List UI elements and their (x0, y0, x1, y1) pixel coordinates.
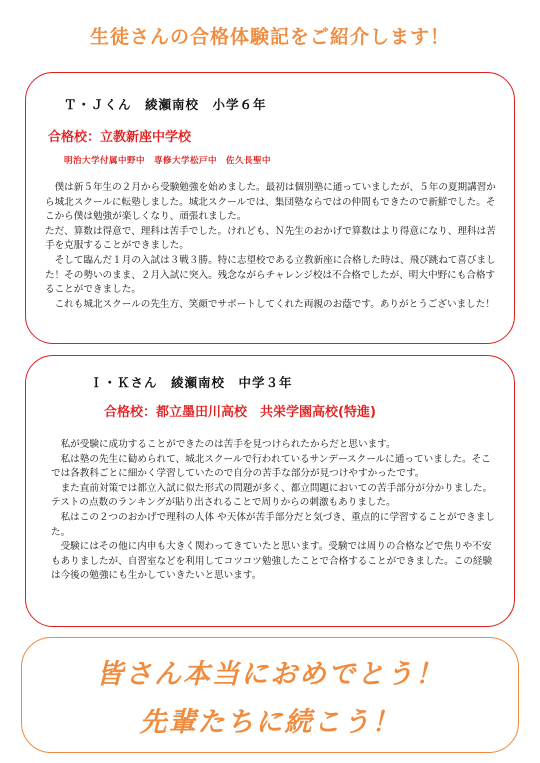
student-info: Ｔ・Ｊくん 綾瀬南校 小学６年 (64, 97, 267, 112)
student-info: Ｉ・Ｋさん 綾瀬南校 中学３年 (90, 375, 293, 390)
story-paragraph: また直前対策では都立入試に似た形式の問題が多く、都立問題においての苦手部分が分かりました。テストの点数のランキングが貼り出されることで周りからの刺激もありました。 (51, 482, 493, 509)
story-paragraph: 僕は新５年生の２月から受験勉強を始めました。最初は個別塾に通っていましたが、５年の夏期講習から城北スクールに転塾しました。城北スクールでは、集団塾ならではの仲間もできたので新鮮でした。そこから僕は勉強が楽しくなり、頑張れました。 (45, 182, 496, 223)
story-card-1 (25, 72, 515, 344)
story-card-2 (25, 355, 515, 627)
story-paragraph: そして臨んだ１月の入試は３戦３勝。特に志望校である立教新座に合格した時は、飛び跳ねて喜びました！その勢いのまま、２月入試に突入。残念ながらチャレンジ校は不合格でしたが、明大中野にも合格することができました。 (45, 254, 496, 296)
story-paragraph: ただ、算数は得意で、理科は苦手でした。けれども、Ｎ先生のおかげで算数はより得意になり、理科は苦手を克服することができました。 (45, 225, 496, 252)
banner-line-2: 先輩たちに続こう！ (139, 707, 401, 738)
story-text (45, 181, 501, 312)
other-passed-schools: 明治大学付属中野中 専修大学松戸中 佐久長聖中 (64, 156, 272, 166)
passed-school: 合格校：立教新座中学校 (48, 130, 192, 145)
story-paragraph: 受験にはその他に内申も大きく関わってきていたと思います。受験では周りの合格などで焦りや不安もありましたが、自習室などを利用してコツコツ勉強したことで合格することができました。この経験は今後の勉強にも生かしていきたいと思います。 (51, 541, 493, 582)
story-paragraph: 私はこの２つのおかげで理科の人体 や天体が苦手部分だと気づき、重点的に学習することができました。 (51, 511, 495, 538)
story-paragraph: これも城北スクールの先生方、笑顔でサポートしてくれた両親のお蔭です。ありがとうございました！ (45, 298, 495, 310)
congratulations-banner (21, 637, 519, 753)
banner-line-1: 皆さん本当におめでとう！ (96, 659, 444, 690)
page-title: 生徒さんの合格体験記をご紹介します！ (89, 26, 450, 48)
passed-school: 合格校：都立墨田川高校 共栄学園高校(特進) (104, 405, 376, 420)
story-text (51, 438, 499, 584)
story-paragraph: 私は塾の先生に勧められて、城北スクールで行われているサンデースクールに通っていました。そこでは各教科ごとに細かく学習していたので自分の苦手な部分が見つけやすかったです。 (51, 453, 491, 480)
story-paragraph: 私が受験に成功することができたのは苦手を見つけられたからだと思います。 (51, 439, 396, 450)
